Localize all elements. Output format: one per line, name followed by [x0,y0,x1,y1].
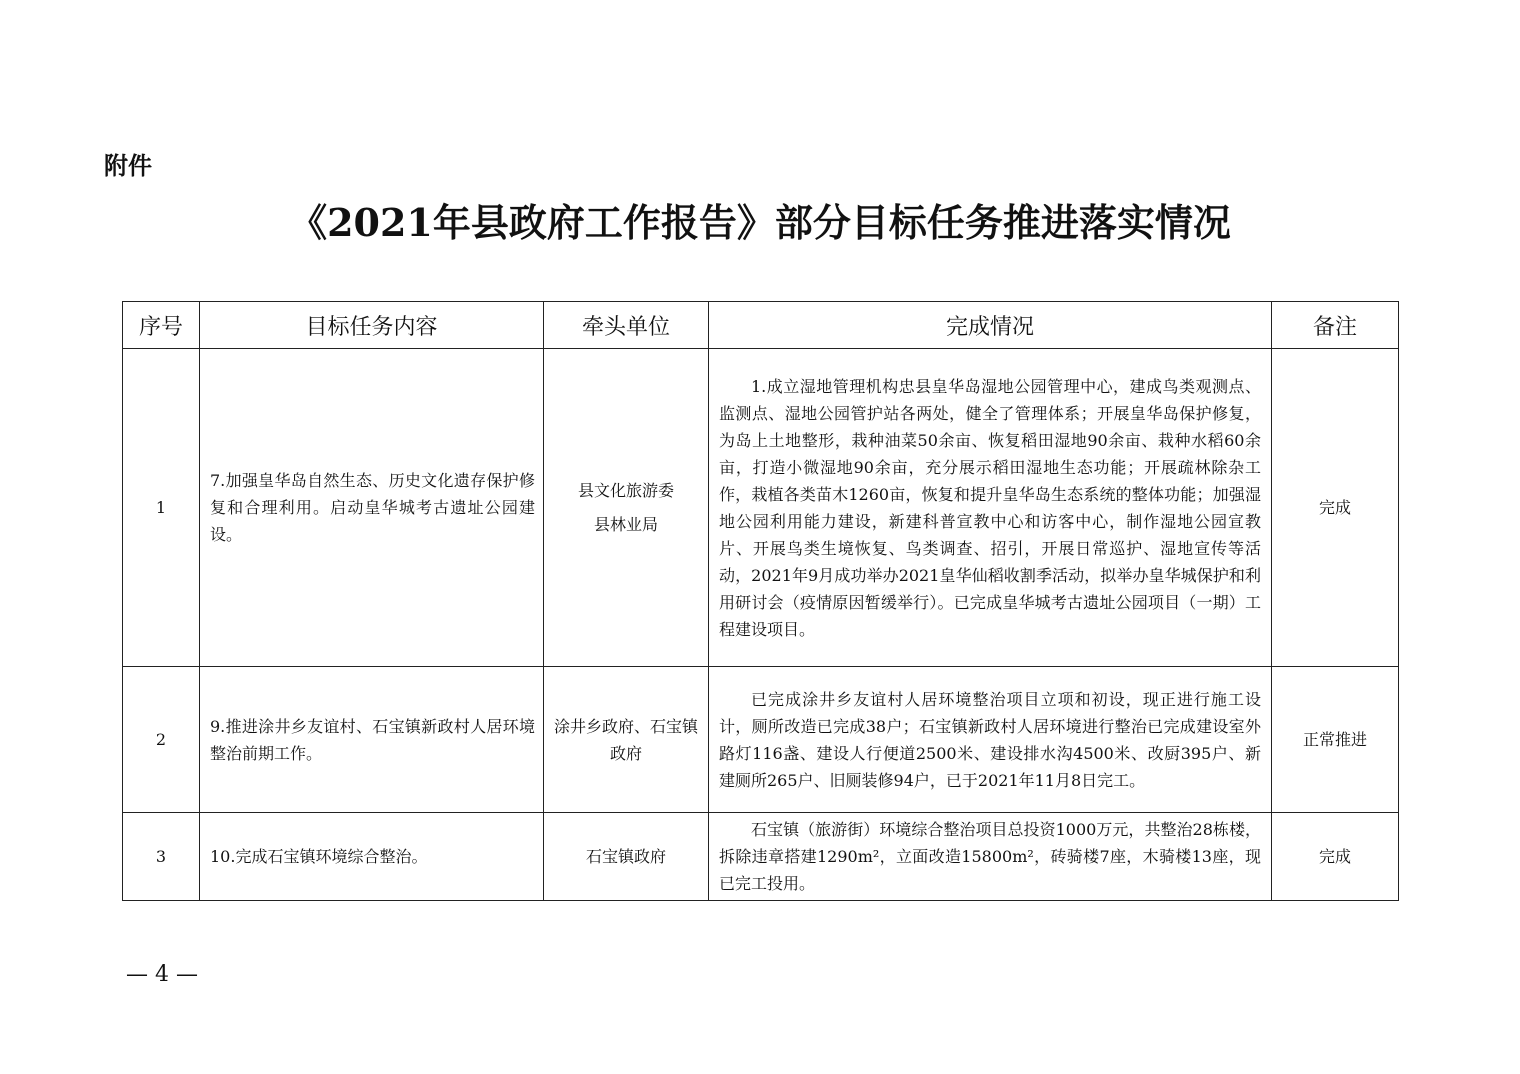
table-row [123,813,1399,901]
row-status: 已完成涂井乡友谊村人居环境整治项目立项和初设，现正进行施工设计，厕所改造已完成38户；石宝镇新政村人居环境进行整治已完成建设室外路灯116盏、建设人行便道2500米、建设排水沟4500米、改厨395户、新建厕所265户、旧厕装修94户，已于2021年11月8日完工。 [709,667,1272,813]
page-number: — 4 — [126,962,198,987]
header-remark: 备注 [1272,302,1399,349]
unit-line: 县文化旅游委 [577,480,674,500]
row-no: 2 [123,667,200,813]
unit-line: 涂井乡政府、石宝镇政府 [553,716,698,763]
document-title: 《2021年县政府工作报告》部分目标任务推进落实情况 [289,200,1231,245]
row-remark: 正常推进 [1272,667,1399,813]
progress-table [122,301,1399,901]
row-remark: 完成 [1272,813,1399,901]
row-task: 9.推进涂井乡友谊村、石宝镇新政村人居环境整治前期工作。 [200,667,544,813]
row-no: 1 [123,349,200,667]
row-unit [544,813,709,901]
attachment-label: 附件 [104,152,152,180]
unit-line: 石宝镇政府 [585,846,666,866]
header-task: 目标任务内容 [200,302,544,349]
row-task: 10.完成石宝镇环境综合整治。 [200,813,544,901]
header-unit: 牵头单位 [544,302,709,349]
row-remark: 完成 [1272,349,1399,667]
row-no: 3 [123,813,200,901]
table-row [123,349,1399,667]
table-row [123,667,1399,813]
unit-line: 县林业局 [593,514,658,534]
row-unit [544,349,709,667]
row-task: 7.加强皇华岛自然生态、历史文化遗存保护修复和合理利用。启动皇华城考古遗址公园建设。 [200,349,544,667]
row-status: 1.成立湿地管理机构忠县皇华岛湿地公园管理中心，建成鸟类观测点、监测点、湿地公园管护站各两处，健全了管理体系；开展皇华岛保护修复，为岛上土地整形，栽种油菜50余亩、恢复稻田湿地90余亩、栽种水稻60余亩，打造小微湿地90余亩，充分展示稻田湿地生态功能；开展疏林除杂工作，栽植各类苗木1260亩，恢复和提升皇华岛生态系统的整体功能；加强湿地公园利用能力建设，新建科普宣教中心和访客中心，制作湿地公园宣教片、开展鸟类生境恢复、鸟类调查、招引，开展日常巡护、湿地宣传等活动，2021年9月成功举办2021皇华仙稻收割季活动，拟举办皇华城保护和利用研讨会（疫情原因暂缓举行）。已完成皇华城考古遗址公园项目（一期）工程建设项目。 [709,349,1272,667]
header-no: 序号 [123,302,200,349]
table-header-row [123,302,1399,349]
row-unit [544,667,709,813]
row-status: 石宝镇（旅游街）环境综合整治项目总投资1000万元，共整治28栋楼，拆除违章搭建1290m²，立面改造15800m²，砖骑楼7座，木骑楼13座，现已完工投用。 [709,813,1272,901]
header-status: 完成情况 [709,302,1272,349]
